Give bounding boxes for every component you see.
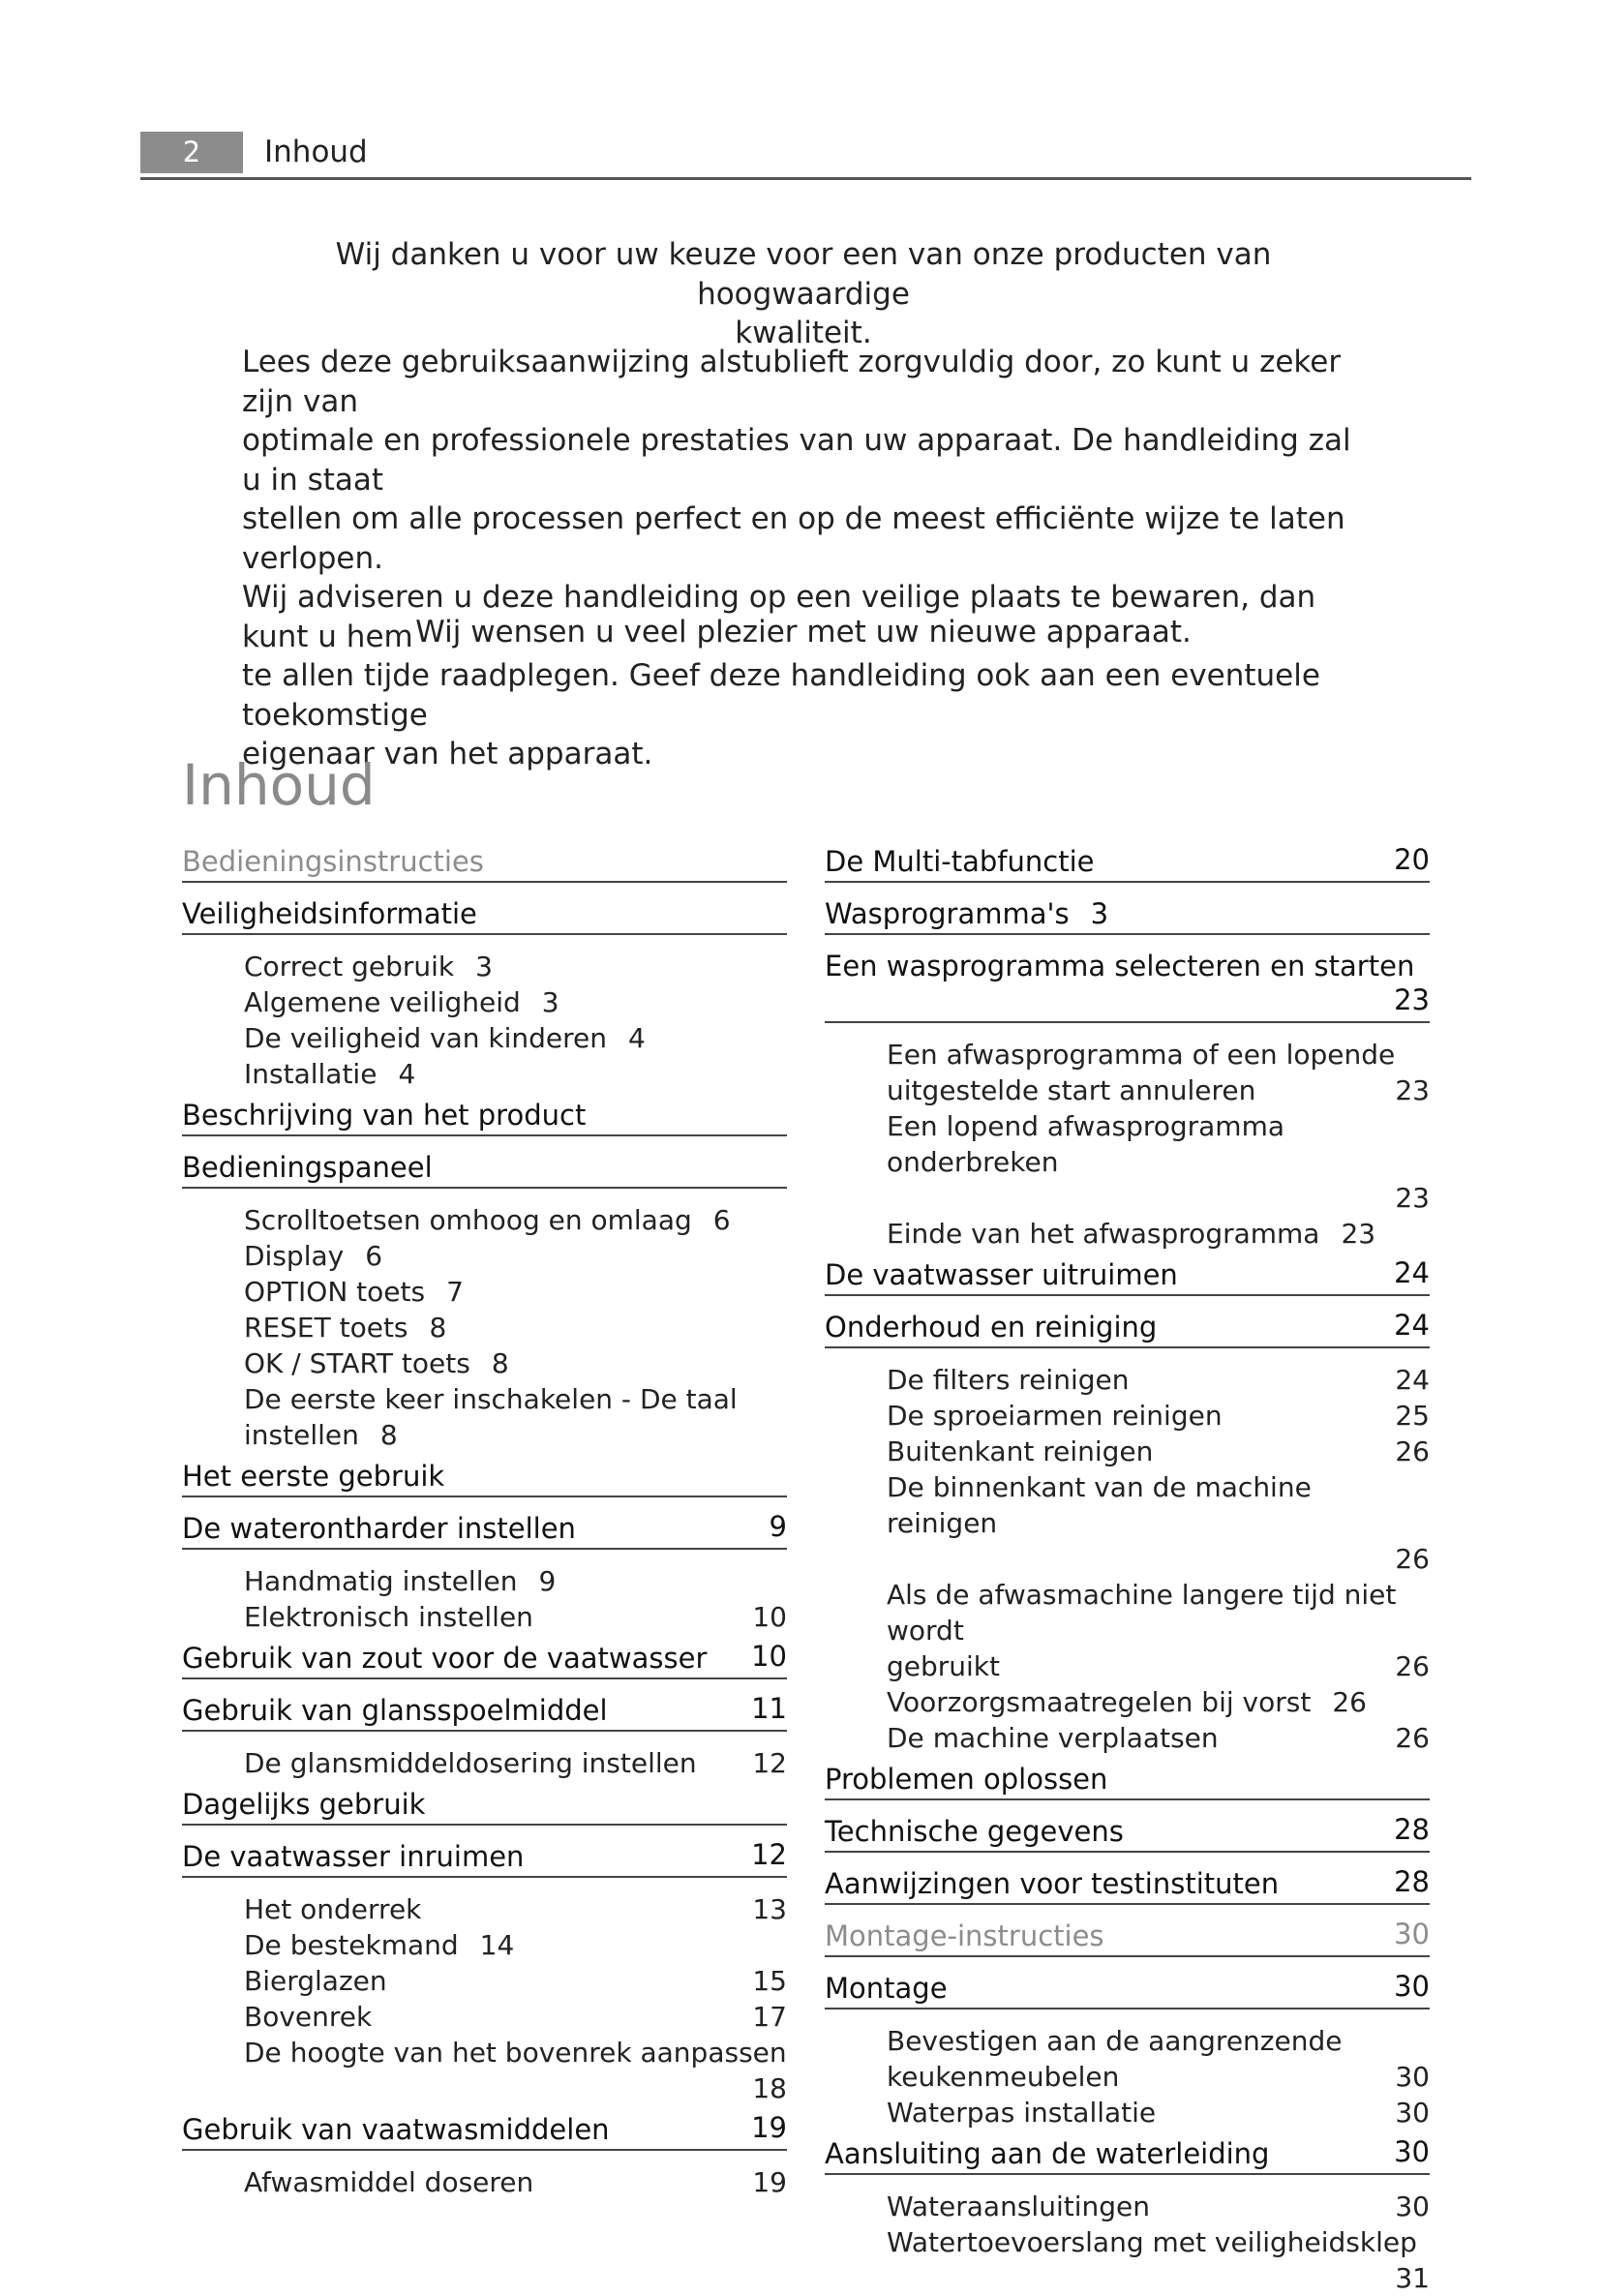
page-ref: 26 (1395, 1722, 1430, 1754)
intro-line: optimale en professionele prestaties van uw apparaat. De handleiding zal u in staat (242, 423, 1351, 498)
toc-entry[interactable]: Gebruik van vaatwasmiddelen 19 (182, 2112, 787, 2151)
page-ref: 14 (479, 1929, 515, 1961)
toc-entry[interactable]: Problemen oplossen (825, 1762, 1430, 1800)
toc-subentry[interactable]: Als de afwasmachine langere tijd niet wordt gebruikt 26 (887, 1579, 1430, 1682)
toc-subentry[interactable]: De eerste keer inschakelen - De taal instellen 8 (244, 1383, 738, 1451)
page-ref: 10 (751, 1640, 787, 1673)
toc-entry[interactable]: Een wasprogramma selecteren en starten 23 (825, 949, 1430, 1023)
toc-subentry[interactable]: Een afwasprogramma of een lopende uitgestelde start annuleren 23 (887, 1039, 1430, 1106)
page-ref: 20 (1394, 843, 1430, 876)
page-ref: 3 (541, 986, 559, 1018)
wish-line: Wij wensen u veel plezier met uw nieuwe apparaat. (415, 615, 1192, 650)
page-ref: 23 (1395, 1182, 1430, 1214)
page-ref: 24 (1395, 1364, 1430, 1396)
page-ref: 30 (1394, 2135, 1430, 2168)
toc-subentry[interactable]: Elektronisch instellen 10 (244, 1601, 787, 1633)
page-ref: 23 (1395, 1074, 1430, 1106)
page-ref: 6 (712, 1204, 731, 1236)
toc-subentry[interactable]: Afwasmiddel doseren 19 (244, 2166, 787, 2198)
toc-subentry[interactable]: De veiligheid van kinderen 4 (244, 1022, 646, 1054)
toc-subentry[interactable]: OPTION toets 7 (244, 1276, 464, 1308)
intro-line: stellen om alle processen perfect en op de meest efficiënte wijze te laten verlopen. (242, 501, 1345, 576)
page-ref: 12 (751, 1838, 787, 1871)
toc-entry[interactable]: Technische gegevens 28 (825, 1814, 1430, 1853)
page-ref: 10 (752, 1601, 787, 1633)
page-ref: 25 (1395, 1400, 1430, 1432)
toc-subentry[interactable]: Bierglazen 15 (244, 1965, 787, 1997)
page-ref: 13 (752, 1893, 787, 1925)
toc-subentry[interactable]: De sproeiarmen reinigen 25 (887, 1400, 1430, 1432)
page-number: 2 (140, 132, 243, 173)
page-ref: 23 (1341, 1218, 1376, 1250)
page-ref: 19 (752, 2166, 787, 2198)
toc-entry[interactable]: Het eerste gebruik (182, 1459, 787, 1497)
toc-subentry[interactable]: Scrolltoetsen omhoog en omlaag 6 (244, 1204, 731, 1236)
page-ref: 8 (429, 1312, 447, 1344)
toc-subentry[interactable]: Wateraansluitingen 30 (887, 2190, 1430, 2222)
intro-line: eigenaar van het apparaat. (242, 737, 653, 771)
page-ref: 15 (752, 1965, 787, 1997)
page-ref: 26 (1395, 1543, 1430, 1575)
toc-entry[interactable]: Wasprogramma's 3 (825, 896, 1430, 935)
page-ref: 23 (1394, 983, 1430, 1016)
page-ref: 9 (538, 1565, 557, 1597)
toc-entry[interactable]: Montage 30 (825, 1971, 1430, 2009)
thanks-line: kwaliteit. (735, 316, 872, 350)
toc-entry[interactable]: De vaatwasser uitruimen 24 (825, 1257, 1430, 1296)
page-ref: 19 (751, 2111, 787, 2144)
page-ref: 18 (752, 2072, 787, 2104)
toc-subentry[interactable]: Een lopend afwasprogramma onderbreken 23 (887, 1110, 1430, 1214)
toc-subentry[interactable]: De bestekmand 14 (244, 1929, 515, 1961)
header-title: Inhoud (264, 135, 368, 169)
page-ref: 6 (365, 1240, 383, 1272)
toc-entry[interactable]: Aansluiting aan de waterleiding 30 (825, 2136, 1430, 2175)
toc-subentry[interactable]: RESET toets 8 (244, 1312, 447, 1344)
toc-subentry[interactable]: Correct gebruik 3 (244, 951, 493, 982)
intro-line: Wij adviseren u deze handleiding op een veilige plaats te bewaren, dan kunt u hem (242, 580, 1316, 654)
page-ref: 7 (446, 1276, 464, 1308)
page-ref: 9 (769, 1510, 787, 1543)
toc-section[interactable]: Montage-instructies 30 (825, 1918, 1430, 1957)
toc-entry[interactable]: Gebruik van glansspoelmiddel 11 (182, 1693, 787, 1732)
toc-subentry[interactable]: De hoogte van het bovenrek aanpassen 18 (244, 2037, 787, 2104)
toc-entry[interactable]: De waterontharder instellen 9 (182, 1511, 787, 1550)
toc-subentry[interactable]: Watertoevoerslang met veiligheidsklep 31 (887, 2226, 1430, 2294)
page-ref: 30 (1395, 2061, 1430, 2093)
header-rule (140, 177, 1471, 180)
thanks-line: Wij danken u voor uw keuze voor een van onze producten van hoogwaardige (335, 237, 1272, 312)
page-ref: 28 (1394, 1865, 1430, 1898)
toc-subentry[interactable]: Het onderrek 13 (244, 1893, 787, 1925)
toc-subentry[interactable]: Bovenrek 17 (244, 2001, 787, 2033)
page-ref: 30 (1394, 1918, 1430, 1950)
toc-entry[interactable]: De vaatwasser inruimen 12 (182, 1839, 787, 1878)
toc-entry[interactable]: Gebruik van zout voor de vaatwasser 10 (182, 1641, 787, 1679)
page-ref: 30 (1395, 2097, 1430, 2129)
page-ref: 17 (752, 2001, 787, 2033)
toc-subentry[interactable]: Waterpas installatie 30 (887, 2097, 1430, 2129)
toc-section[interactable]: Bedieningsinstructies (182, 844, 787, 883)
toc-subentry[interactable]: Einde van het afwasprogramma 23 (887, 1218, 1376, 1250)
toc-entry[interactable]: Aanwijzingen voor testinstituten 28 (825, 1866, 1430, 1905)
page-ref: 4 (398, 1058, 416, 1090)
page-ref: 12 (752, 1747, 787, 1779)
page-ref: 28 (1394, 1813, 1430, 1846)
toc-right-column (825, 844, 1430, 2296)
toc-subentry[interactable]: De glansmiddeldosering instellen 12 (244, 1747, 787, 1779)
intro-line: Lees deze gebruiksaanwijzing alstublieft zorgvuldig door, zo kunt u zeker zijn van (242, 345, 1342, 419)
toc-subentry[interactable]: De filters reinigen 24 (887, 1364, 1430, 1396)
page-ref: 26 (1395, 1435, 1430, 1467)
page-ref: 24 (1394, 1256, 1430, 1289)
toc-subentry[interactable]: Display 6 (244, 1240, 383, 1272)
page-ref: 31 (1395, 2262, 1430, 2294)
toc-subentry[interactable]: Bevestigen aan de aangrenzende keukenmeubelen 30 (887, 2025, 1430, 2093)
intro-paragraph (242, 343, 1365, 774)
toc-subentry[interactable]: Installatie 4 (244, 1058, 416, 1090)
toc-entry[interactable]: Onderhoud en reiniging 24 (825, 1310, 1430, 1348)
toc-entry[interactable]: De Multi-tabfunctie 20 (825, 844, 1430, 883)
toc-entry[interactable]: Beschrijving van het product (182, 1098, 787, 1136)
page-ref: 11 (751, 1692, 787, 1725)
toc-subentry[interactable]: De machine verplaatsen 26 (887, 1722, 1430, 1754)
page-ref: 24 (1394, 1309, 1430, 1342)
thanks-paragraph (242, 235, 1365, 353)
toc-subentry[interactable]: OK / START toets 8 (244, 1347, 509, 1379)
toc-subentry[interactable]: De binnenkant van de machine reinigen 26 (887, 1471, 1430, 1575)
page-ref: 30 (1394, 1970, 1430, 2003)
page-ref: 30 (1395, 2190, 1430, 2222)
toc-entry[interactable]: Bedieningspaneel (182, 1150, 787, 1189)
page-ref: 3 (475, 951, 493, 982)
toc-entry[interactable]: Veiligheidsinformatie (182, 896, 787, 935)
page-ref: 8 (379, 1419, 398, 1451)
toc-subentry[interactable]: Buitenkant reinigen 26 (887, 1435, 1430, 1467)
page-header (140, 132, 1471, 180)
page-ref: 8 (491, 1347, 509, 1379)
intro-line: te allen tijde raadplegen. Geef deze handleiding ook aan een eventuele toekomstige (242, 658, 1320, 733)
page-ref: 4 (628, 1022, 646, 1054)
page-ref: 26 (1395, 1650, 1430, 1682)
toc-left-column (182, 844, 787, 2200)
toc-subentry[interactable]: Algemene veiligheid 3 (244, 986, 559, 1018)
toc-subentry[interactable]: Voorzorgsmaatregelen bij vorst 26 (887, 1686, 1367, 1718)
page-ref: 3 (1090, 897, 1109, 930)
toc-entry[interactable]: Dagelijks gebruik (182, 1787, 787, 1826)
toc-title: Inhoud (182, 752, 376, 818)
toc-subentry[interactable]: Handmatig instellen 9 (244, 1565, 557, 1597)
page-ref: 26 (1332, 1686, 1367, 1718)
